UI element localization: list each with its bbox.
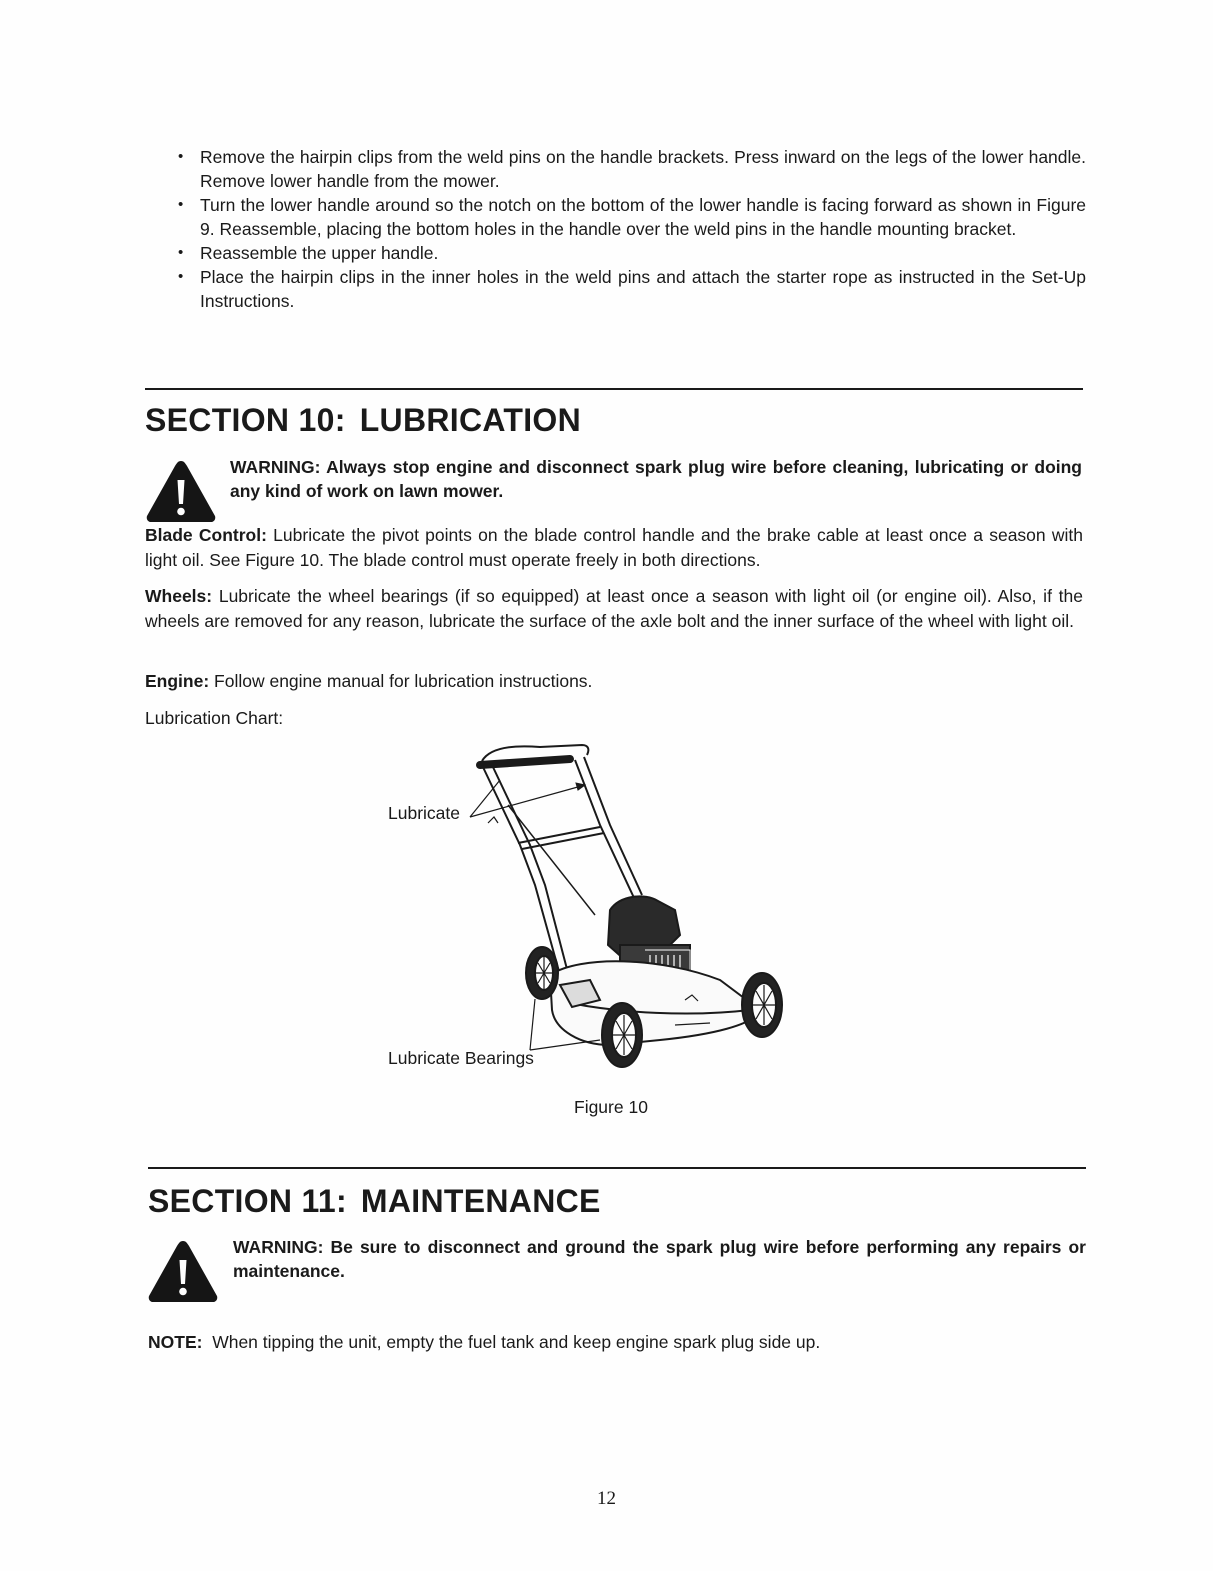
section-number: SECTION 10:	[145, 402, 346, 438]
list-item: • Place the hairpin clips in the inner holes in the weld pins and attach the starter rope as instructed in the Set-Up Instructions.	[176, 265, 1086, 313]
lawn-mower-illustration	[460, 735, 800, 1075]
wheels-label: Wheels:	[145, 586, 213, 606]
section-10-title	[145, 402, 581, 439]
note-paragraph	[148, 1330, 1086, 1355]
list-item: • Turn the lower handle around so the notch on the bottom of the lower handle is facing forward as shown in Figure 9. Reassemble, placing the bottom holes in the handle over the weld pins in the handle mounting bracket.	[176, 193, 1086, 241]
section-divider	[145, 388, 1083, 390]
blade-control-paragraph	[145, 523, 1083, 573]
note-text: When tipping the unit, empty the fuel tank and keep engine spark plug side up.	[212, 1332, 821, 1352]
wheels-paragraph	[145, 584, 1083, 634]
list-item: • Remove the hairpin clips from the weld pins on the handle brackets. Press inward on the legs of the lower handle. Remove lower handle from the mower.	[176, 145, 1086, 193]
section-name: MAINTENANCE	[360, 1183, 601, 1219]
blade-control-text: Lubricate the pivot points on the blade control handle and the brake cable at least once a season with light oil. See Figure 10. The blade control must operate freely in both directions.	[145, 525, 1083, 570]
section-name: LUBRICATION	[359, 402, 582, 438]
chart-label: Lubrication Chart:	[145, 708, 284, 728]
section-number: SECTION 11:	[148, 1183, 347, 1219]
engine-text: Follow engine manual for lubrication instructions.	[209, 671, 593, 691]
list-item: • Reassemble the upper handle.	[176, 241, 1086, 265]
warning-icon	[147, 1238, 219, 1304]
note-label: NOTE:	[148, 1332, 203, 1352]
section-11-title	[148, 1183, 601, 1220]
instruction-list	[176, 145, 1086, 313]
warning-icon	[145, 458, 217, 524]
engine-label: Engine:	[145, 671, 210, 691]
wheels-text: Lubricate the wheel bearings (if so equipped) at least once a season with light oil (or engine oil). Also, if the wheels are removed for any reason, lubricate the surface of the axle bolt and the inner surface of the wheel with light oil.	[145, 586, 1083, 631]
warning-text: WARNING: Always stop engine and disconnect spark plug wire before cleaning, lubricating or doing any kind of work on lawn mower.	[230, 457, 1082, 501]
figure-caption: Figure 10	[574, 1097, 648, 1117]
lubricate-bearings-callout: Lubricate Bearings	[388, 1048, 534, 1068]
page-number: 12	[597, 1488, 616, 1509]
engine-paragraph	[145, 669, 1083, 694]
lubricate-callout: Lubricate	[388, 803, 460, 823]
warning-text: WARNING: Be sure to disconnect and ground the spark plug wire before performing any repairs or maintenance.	[233, 1237, 1086, 1281]
section-divider	[148, 1167, 1086, 1169]
blade-control-label: Blade Control:	[145, 525, 267, 545]
